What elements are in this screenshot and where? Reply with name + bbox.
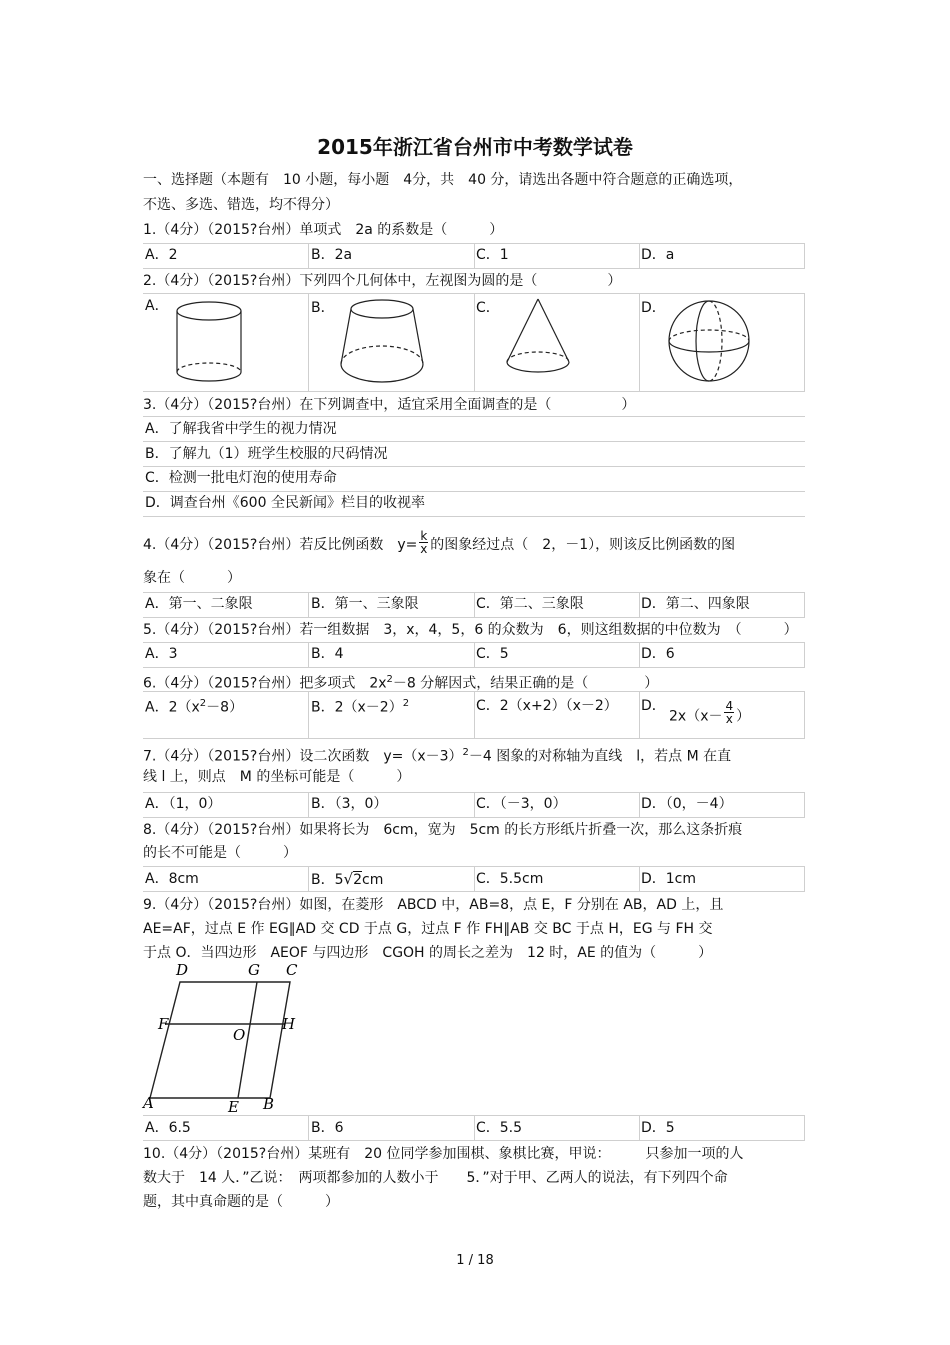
cone-figure (502, 294, 574, 386)
q8-stem-2: 的长不可能是（ ） (143, 845, 297, 861)
q3-stem: 3.（4分）（2015?台州）在下列调查中，适宜采用全面调查的是（ ） (143, 397, 636, 413)
page-title: 2015年浙江省台州市中考数学试卷 (317, 135, 633, 159)
q8-b-post: cm (362, 872, 384, 888)
q6-stem (143, 671, 658, 693)
q5-option-d[interactable]: D．6 (641, 646, 675, 662)
q4-stem-post: 的图象经过点（ 2，－1），则该反比例函数的图 (430, 536, 736, 553)
q8-option-d[interactable]: D．1cm (641, 871, 697, 887)
q6-d-expr (669, 699, 751, 729)
q9-stem-2: AE=AF，过点 E 作 EG∥AD 交 CD 于点 G，过点 F 作 FH∥AB 交 BC 于点 H，EG 与 FH 交 (143, 921, 713, 937)
label-g: G (248, 961, 260, 979)
q1-option-a[interactable]: A．2 (145, 247, 178, 263)
label-a: A (143, 1094, 154, 1112)
q6-a-post: －8） (206, 699, 244, 716)
q5-stem: 5.（4分）（2015?台州）若一组数据 3，x，4，5，6 的众数为 6，则这组数据的中位数为 （ ） (143, 622, 798, 638)
label-o: O (233, 1026, 246, 1044)
section-instructions-2: 不选、多选、错选，均不得分） (143, 197, 339, 213)
q2-option-b[interactable]: B． (311, 300, 335, 316)
q3-option-b[interactable]: B．了解九（1）班学生校服的尺码情况 (145, 446, 388, 462)
q6-option-b[interactable] (311, 695, 409, 717)
q2-stem: 2.（4分）（2015?台州）下列四个几何体中，左视图为圆的是（ ） (143, 273, 622, 289)
q2-option-d[interactable]: D． (641, 300, 666, 316)
label-f: F (158, 1015, 169, 1033)
rhombus-figure (140, 958, 310, 1118)
label-b: B (263, 1095, 275, 1113)
q6-stem-pre: 6.（4分）（2015?台州）把多项式 2x (143, 675, 387, 692)
q4-option-c[interactable]: C．第二、三象限 (476, 596, 584, 612)
q6-exponent: 2 (386, 674, 393, 685)
label-h: H (282, 1015, 296, 1033)
q4-option-b[interactable]: B．第一、三象限 (311, 596, 419, 612)
q6-d-frac-num: 4 (725, 699, 734, 713)
q7-option-d[interactable]: D．（0，－4） (641, 796, 733, 812)
q5-option-c[interactable]: C．5 (476, 646, 509, 662)
q4-stem-2: 象在（ ） (143, 570, 241, 586)
cylinder-figure (172, 296, 248, 388)
q5-option-b[interactable]: B．4 (311, 646, 344, 662)
q9-option-d[interactable]: D．5 (641, 1120, 675, 1136)
q3-option-a[interactable]: A．了解我省中学生的视力情况 (145, 421, 337, 437)
q10-stem-2: 数大于 14 人．”乙说： 两项都参加的人数小于 5．”对于甲、乙两人的说法，有下列四个命 (143, 1170, 728, 1186)
q6-b-exponent: 2 (402, 698, 410, 709)
q1-option-c[interactable]: C．1 (476, 247, 509, 263)
q9-option-b[interactable]: B．6 (311, 1120, 344, 1136)
q1-option-d[interactable]: D．a (641, 247, 675, 263)
q9-stem: 9.（4分）（2015?台州）如图，在菱形 ABCD 中，AB=8，点 E，F 分别在 AB，AD 上，且 (143, 897, 724, 913)
q3-option-d[interactable]: D．调查台州《600 全民新闻》栏目的收视率 (145, 495, 425, 511)
q6-d-pre: D． (641, 698, 666, 714)
q6-a-pre: A．2（x (145, 699, 200, 716)
q6-b-pre: B．2（x－2） (311, 699, 403, 716)
q4-frac-num: k (420, 529, 428, 543)
q4-fraction (419, 530, 428, 555)
label-e: E (228, 1098, 239, 1116)
section-instructions-1: 一、选择题（本题有 10 小题，每小题 4分，共 40 分，请选出各题中符合题意的正确选项， (143, 172, 743, 188)
q7-exponent: 2 (462, 747, 469, 758)
label-d: D (176, 961, 189, 979)
q7-option-c[interactable]: C．（－3，0） (476, 796, 567, 812)
q9-option-a[interactable]: A．6.5 (145, 1120, 191, 1136)
q8-option-c[interactable]: C．5.5cm (476, 871, 544, 887)
q6-option-d[interactable] (641, 697, 666, 715)
q6-d-frac-den: x (725, 712, 733, 726)
q4-stem-pre: 4.（4分）（2015?台州）若反比例函数 y= (143, 536, 418, 553)
q6-d-fraction (724, 700, 734, 725)
q6-stem-post: －8 分解因式，结果正确的是（ ） (392, 675, 659, 692)
q3-option-c[interactable]: C．检测一批电灯泡的使用寿命 (145, 470, 337, 486)
page-number: 1 / 18 (456, 1253, 494, 1268)
q8-option-b[interactable] (311, 870, 383, 889)
q8-stem: 8.（4分）（2015?台州）如果将长为 6cm，宽为 5cm 的长方形纸片折叠一次，那么这条折痕 (143, 822, 743, 838)
q9-stem-3: 于点 O．当四边形 AEOF 与四边形 CGOH 的周长之差为 12 时，AE 的值为（ ） (143, 945, 713, 961)
q4-option-a[interactable]: A．第一、二象限 (145, 596, 253, 612)
label-c: C (286, 961, 298, 979)
q6-d-post: ） (736, 708, 751, 725)
q4-frac-den: x (420, 542, 428, 556)
q2-option-c[interactable]: C． (476, 300, 500, 316)
q10-stem: 10.（4分）（2015?台州）某班有 20 位同学参加围棋、象棋比赛，甲说： 只参加一项的人 (143, 1146, 744, 1162)
q7-option-b[interactable]: B．（3，0） (311, 796, 388, 812)
q7-stem (143, 744, 731, 766)
q7-stem-2: 线 l 上，则点 M 的坐标可能是（ ） (143, 769, 411, 785)
q4-stem (143, 522, 736, 556)
q7-option-a[interactable]: A．（1，0） (145, 796, 222, 812)
q5-options (143, 642, 805, 668)
q1-option-b[interactable]: B．2a (311, 247, 353, 263)
q5-option-a[interactable]: A．3 (145, 646, 178, 662)
q8-options (143, 866, 805, 892)
frustum-figure (336, 294, 428, 388)
q1-stem: 1.（4分）（2015?台州）单项式 2a 的系数是（ ） (143, 222, 504, 238)
q9-options (143, 1115, 805, 1141)
q6-a-exponent: 2 (199, 698, 207, 709)
q10-stem-3: 题，其中真命题的是（ ） (143, 1194, 339, 1210)
q7-stem-post: －4 图象的对称轴为直线 l，若点 M 在直 (468, 748, 732, 765)
q6-option-a[interactable] (145, 695, 243, 717)
q4-option-d[interactable]: D．第二、四象限 (641, 596, 750, 612)
q6-d-mid: 2x（x－ (669, 708, 723, 725)
q8-b-pre: B．5 (311, 872, 344, 888)
q8-b-radicand: 2 (353, 872, 362, 888)
q9-option-c[interactable]: C．5.5 (476, 1120, 523, 1136)
q1-options (143, 243, 805, 269)
q7-stem-pre: 7.（4分）（2015?台州）设二次函数 y=（x－3） (143, 748, 463, 765)
q6-option-c[interactable]: C．2（x+2）（x－2） (476, 698, 618, 714)
sphere-figure (666, 297, 754, 385)
sqrt-icon: √ (343, 870, 354, 888)
q8-option-a[interactable]: A．8cm (145, 871, 199, 887)
q2-option-a[interactable]: A． (145, 298, 169, 314)
